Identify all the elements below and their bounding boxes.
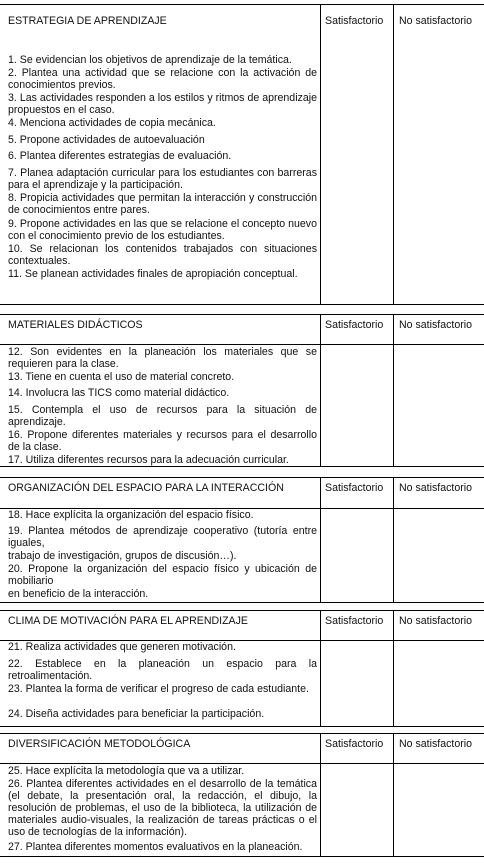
criterion-item: 4. Menciona actividades de copia mecánica.	[8, 117, 216, 129]
column-divider	[393, 4, 394, 304]
criterion-item: 5. Propone actividades de autoevaluación	[8, 134, 205, 146]
column-header-not-satisfactory: No satisfactorio	[399, 319, 473, 331]
column-divider	[320, 610, 321, 726]
criterion-item: 26. Plantea diferentes actividades en el desarrollo de la temática (el debate, la presentación oral, la redacción, el dibujo, la resolución de problemas, el uso de la biblioteca, la utilización de materiales audio-visuales, la realización de tareas prácticas o el uso de tecnologías de la información).	[8, 778, 317, 838]
column-divider	[320, 4, 321, 304]
criterion-item: 3. Las actividades responden a los estilos y ritmos de aprendizaje propuestos en el caso.	[8, 92, 317, 116]
column-header-not-satisfactory: No satisfactorio	[399, 15, 473, 27]
section-divider	[0, 477, 484, 478]
column-header-satisfactory: Satisfactorio	[325, 615, 384, 627]
criterion-item: trabajo de investigación, grupos de discusión…).	[8, 550, 237, 562]
section-divider	[0, 733, 484, 734]
criterion-item: 7. Planea adaptación curricular para los estudiantes con barreras para el aprendizaje y la participación.	[8, 167, 317, 191]
section-title: DIVERSIFICACIÓN METODOLÓGICA	[8, 738, 191, 750]
section-divider	[0, 466, 484, 467]
section-divider	[0, 304, 484, 305]
section-title: ORGANIZACIÓN DEL ESPACIO PARA LA INTERACCIÓN	[8, 482, 284, 494]
criterion-item: 17. Utiliza diferentes recursos para la adecuación curricular.	[8, 454, 289, 466]
criterion-item: 11. Se planean actividades finales de apropiación conceptual.	[8, 268, 298, 280]
column-header-satisfactory: Satisfactorio	[325, 738, 384, 750]
column-divider	[393, 733, 394, 856]
criterion-item: 14. Involucra las TICS como material didáctico.	[8, 387, 230, 399]
criterion-item: 10. Se relacionan los contenidos trabajados con situaciones contextuales.	[8, 243, 317, 267]
criterion-item: 18. Hace explícita la organización del espacio físico.	[8, 509, 254, 521]
column-header-satisfactory: Satisfactorio	[325, 319, 384, 331]
column-divider	[320, 477, 321, 602]
criterion-item: 25. Hace explícita la metodología que va a utilizar.	[8, 765, 245, 777]
column-divider	[320, 733, 321, 856]
criterion-item: 8. Propicia actividades que permitan la interacción y construcción de conocimientos entre pares.	[8, 192, 317, 216]
criterion-item: 13. Tiene en cuenta el uso de material concreto.	[8, 371, 235, 383]
column-divider	[393, 610, 394, 726]
table-top-border	[0, 4, 484, 5]
criterion-item: 24. Diseña actividades para beneficiar la participación.	[8, 708, 265, 720]
criterion-item: 12. Son evidentes en la planeación los materiales que se requieren para la clase.	[8, 346, 317, 370]
criterion-item: 22. Establece en la planeación un espacio para la retroalimentación.	[8, 658, 317, 682]
column-divider	[393, 477, 394, 602]
section-title: CLIMA DE MOTIVACIÓN PARA EL APRENDIZAJE	[8, 615, 248, 627]
criterion-item: 27. Plantea diferentes momentos evaluativos en la planeación.	[8, 841, 303, 853]
criterion-item: 6. Plantea diferentes estrategias de evaluación.	[8, 150, 232, 162]
column-header-not-satisfactory: No satisfactorio	[399, 738, 473, 750]
section-divider	[0, 602, 484, 603]
section-divider	[0, 726, 484, 727]
criterion-item: 20. Propone la organización del espacio físico y ubicación de mobiliario	[8, 563, 317, 587]
column-header-satisfactory: Satisfactorio	[325, 482, 384, 494]
section-title: ESTRATEGIA DE APRENDIZAJE	[8, 15, 167, 27]
criterion-item: 1. Se evidencian los objetivos de aprendizaje de la temática.	[8, 54, 292, 66]
section-title: MATERIALES DIDÁCTICOS	[8, 319, 143, 331]
criterion-item: 16. Propone diferentes materiales y recursos para el desarrollo de la clase.	[8, 429, 317, 453]
table-bottom-border	[0, 856, 484, 857]
section-divider	[0, 610, 484, 611]
column-divider	[393, 314, 394, 466]
criterion-item: 15. Contempla el uso de recursos para la situación de aprendizaje.	[8, 404, 317, 428]
criterion-item: 21. Realiza actividades que generen motivación.	[8, 641, 236, 653]
column-header-satisfactory: Satisfactorio	[325, 15, 384, 27]
criterion-item: 19. Plantea métodos de aprendizaje cooperativo (tutoría entre iguales,	[8, 525, 317, 549]
criterion-item: 9. Propone actividades en las que se relacione el concepto nuevo con el conocimiento previo de los estudiantes.	[8, 218, 317, 242]
column-divider	[320, 314, 321, 466]
section-divider	[0, 344, 484, 345]
section-divider	[0, 314, 484, 315]
criterion-item: 23. Plantea la forma de verificar el progreso de cada estudiante.	[8, 683, 309, 695]
criterion-item: 2. Plantea una actividad que se relacione con la activación de conocimientos previos.	[8, 67, 317, 91]
column-header-not-satisfactory: No satisfactorio	[399, 482, 473, 494]
criterion-item: en beneficio de la interacción.	[8, 588, 149, 600]
column-header-not-satisfactory: No satisfactorio	[399, 615, 473, 627]
section-divider	[0, 763, 484, 764]
